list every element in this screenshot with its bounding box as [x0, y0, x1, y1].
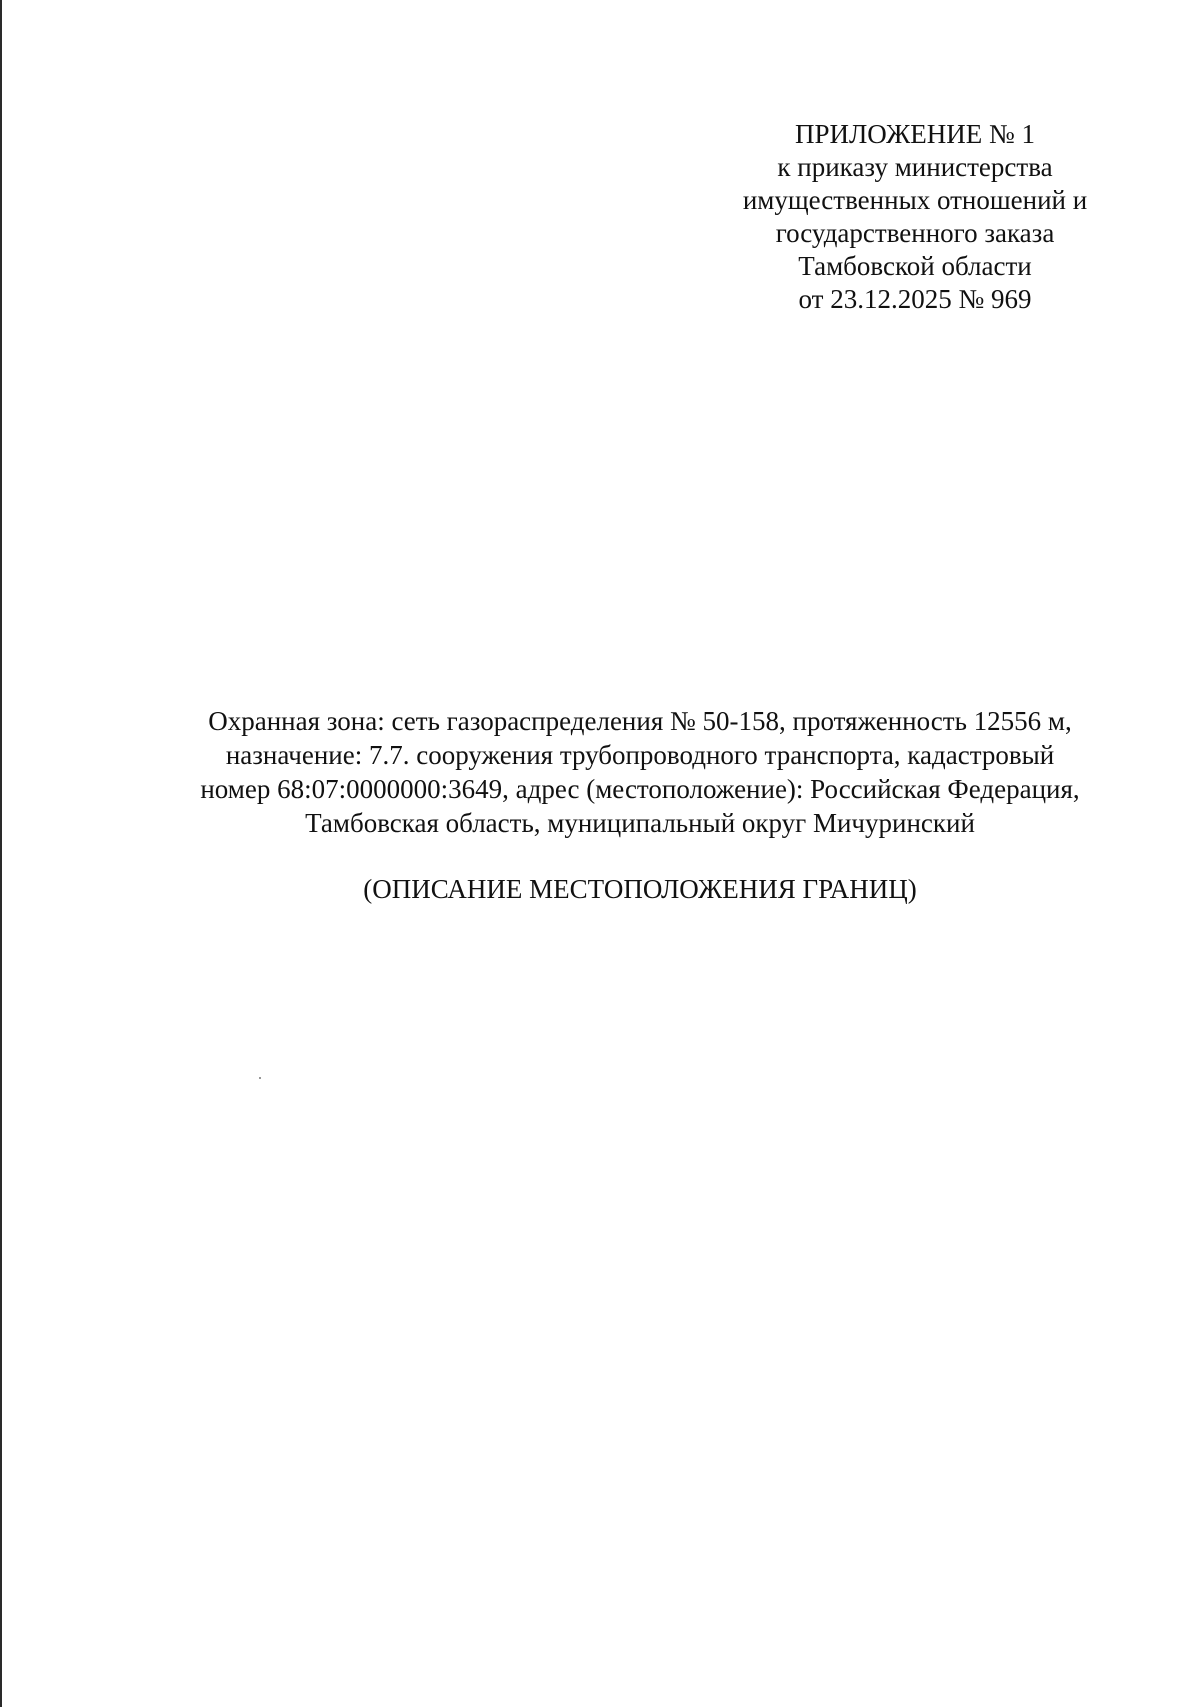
appendix-line: Тамбовской области	[798, 251, 1032, 281]
appendix-line: к приказу министерства	[777, 152, 1053, 182]
description-line: Охранная зона: сеть газораспределения № 50-158, протяженность 12556 м,	[208, 706, 1072, 736]
scan-speck	[259, 1077, 261, 1079]
appendix-title: ПРИЛОЖЕНИЕ № 1	[794, 119, 1036, 149]
appendix-order-date-number: от 23.12.2025 № 969	[798, 284, 1032, 314]
protection-zone-description	[150, 704, 1130, 840]
appendix-line: имущественных отношений и	[742, 185, 1088, 215]
appendix-header	[700, 118, 1130, 316]
description-line: назначение: 7.7. сооружения трубопроводного транспорта, кадастровый	[225, 740, 1055, 770]
appendix-line: государственного заказа	[775, 218, 1055, 248]
section-title: (ОПИСАНИЕ МЕСТОПОЛОЖЕНИЯ ГРАНИЦ)	[363, 874, 917, 904]
description-line: Тамбовская область, муниципальный округ Мичуринский	[305, 808, 975, 838]
description-line: номер 68:07:0000000:3649, адрес (местоположение): Российская Федерация,	[200, 774, 1080, 804]
scan-left-edge	[0, 0, 2, 1707]
